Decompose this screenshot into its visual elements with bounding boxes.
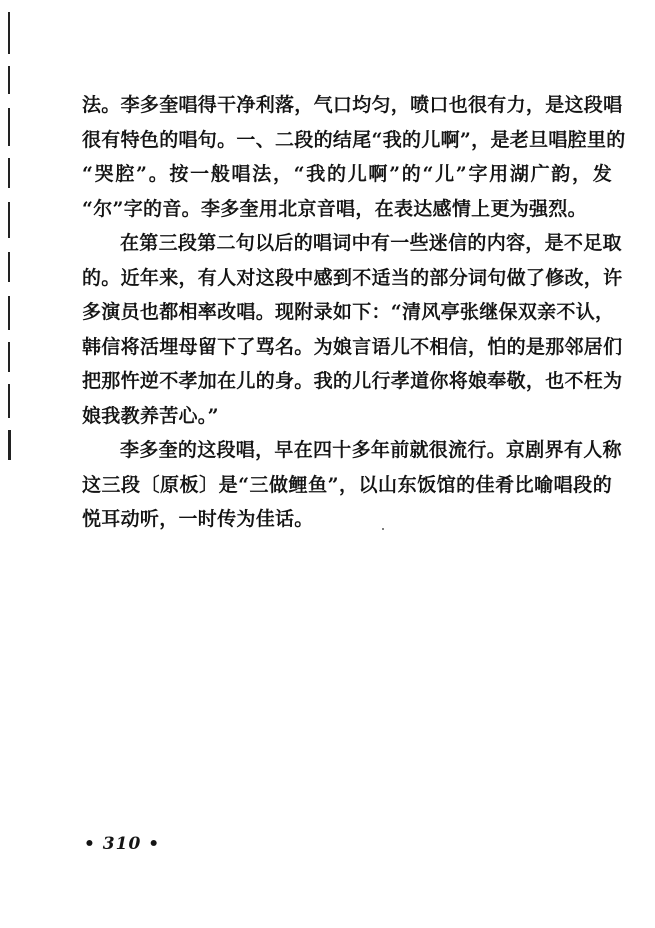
- text-line: 李多奎的这段唱，早在四十多年前就很流行。京剧界有人称: [120, 439, 622, 461]
- text-line: “尔”字的音。李多奎用北京音唱，在表达感情上更为强烈。: [82, 197, 587, 220]
- text-line: 很有特色的唱句。一、二段的结尾“我的儿啊”，是老旦唱腔里的: [82, 128, 626, 151]
- paragraph-2: [82, 226, 623, 433]
- text-line: 这三段〔原板〕是“三做鲤鱼”，以山东饭馆的佳肴比喻唱段的: [82, 473, 612, 496]
- text-line: 韩信将活埋母留下了骂名。为娘言语儿不相信，怕的是那邻居们: [82, 335, 623, 358]
- text-line: 多演员也都相率改唱。现附录如下：“清风亭张继保双亲不认，: [82, 301, 615, 323]
- text-line: “哭腔”。按一般唱法，“我的儿啊”的“儿”字用湖广韵，发: [82, 163, 612, 185]
- text-line: 的。近年来，有人对这段中感到不适当的部分词句做了修改，许: [82, 266, 623, 289]
- text-line: 悦耳动听，一时传为佳话。: [82, 508, 314, 530]
- text-line: 在第三段第二句以后的唱词中有一些迷信的内容，是不足取: [120, 232, 622, 254]
- paragraph-3: [82, 433, 622, 537]
- scan-speck: [382, 528, 384, 530]
- body-text: [82, 88, 626, 537]
- paragraph-1: [82, 88, 626, 226]
- binding-marks: [8, 12, 11, 462]
- text-line: 把那忤逆不孝加在儿的身。我的儿行孝道你将娘奉敬，也不枉为: [82, 370, 623, 392]
- page-number: • 310 •: [84, 834, 161, 854]
- text-line: 娘我教养苦心。”: [82, 404, 219, 427]
- text-line: 法。李多奎唱得干净利落，气口均匀，喷口也很有力，是这段唱: [82, 94, 623, 116]
